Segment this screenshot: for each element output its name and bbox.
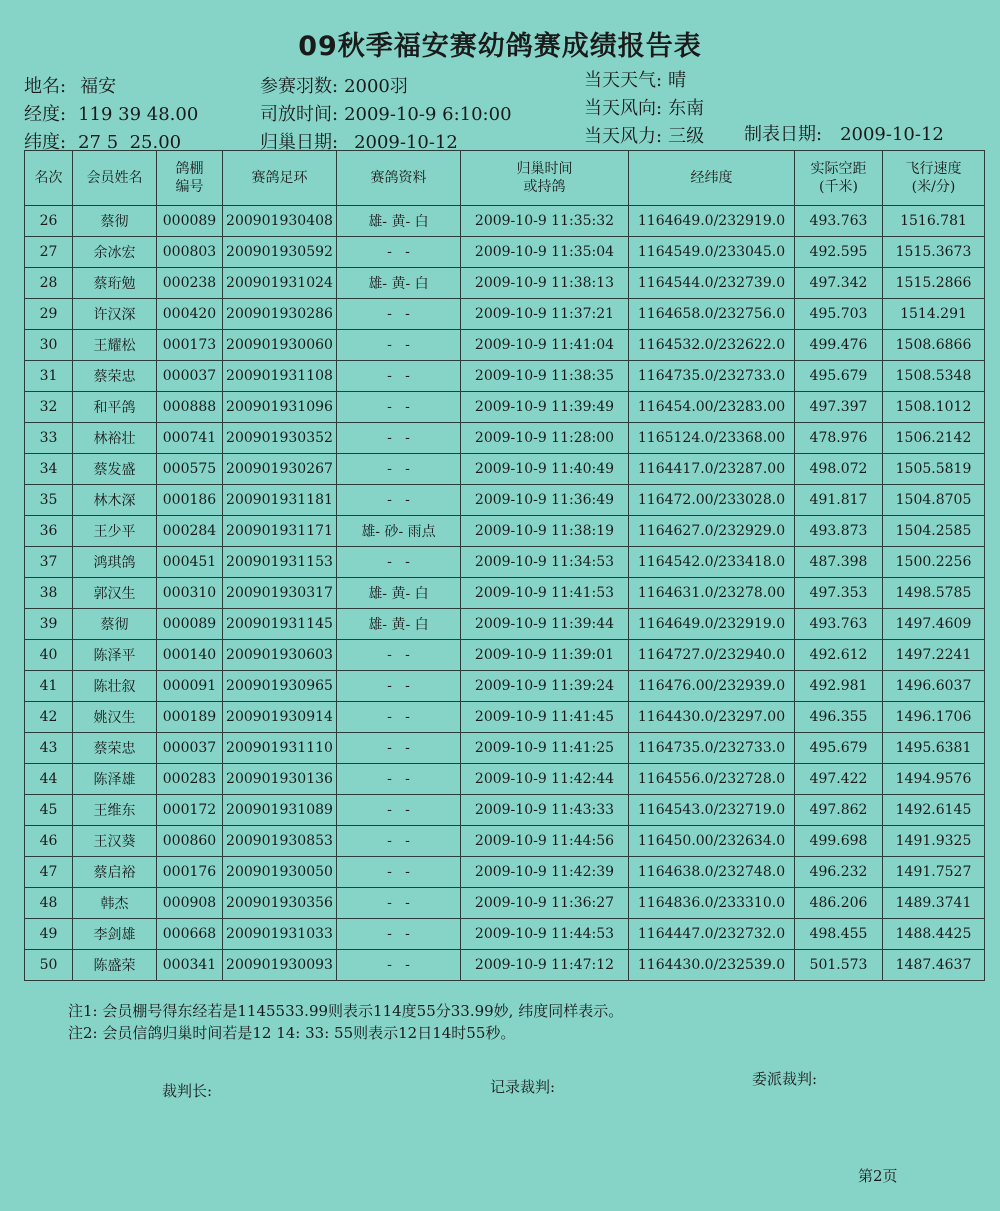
header-rank: 名次 <box>25 151 73 206</box>
member-name-cell: 蔡荣忠 <box>73 361 157 392</box>
distance-cell: 496.355 <box>795 702 883 733</box>
meta-entry-count <box>260 72 408 98</box>
speed-cell: 1494.9576 <box>883 764 985 795</box>
meta-place <box>24 72 116 98</box>
speed-cell: 1496.1706 <box>883 702 985 733</box>
rank-cell: 44 <box>25 764 73 795</box>
arrival-time-cell: 2009-10-9 11:41:45 <box>461 702 629 733</box>
table-row <box>25 268 985 299</box>
table-row <box>25 671 985 702</box>
table-row <box>25 516 985 547</box>
member-name-cell: 蔡彻 <box>73 206 157 237</box>
recording-judge-label: 记录裁判: <box>490 1078 556 1096</box>
entry-count-label: 参赛羽数: <box>260 76 339 97</box>
loft-number-cell: 000908 <box>157 888 223 919</box>
ring-number-cell: 200901930592 <box>223 237 337 268</box>
coordinates-cell: 116476.00/232939.0 <box>629 671 795 702</box>
ring-number-cell: 200901931145 <box>223 609 337 640</box>
pigeon-info-cell: - - <box>337 733 461 764</box>
arrival-time-cell: 2009-10-9 11:47:12 <box>461 950 629 981</box>
header-loft-number: 鸽棚 编号 <box>157 151 223 206</box>
latitude-label: 纬度: <box>24 132 67 153</box>
coordinates-cell: 1164532.0/232622.0 <box>629 330 795 361</box>
coordinates-cell: 1164543.0/232719.0 <box>629 795 795 826</box>
ring-number-cell: 200901930317 <box>223 578 337 609</box>
pigeon-info-cell: 雄- 黄- 白 <box>337 609 461 640</box>
ring-number-cell: 200901930352 <box>223 423 337 454</box>
distance-cell: 493.763 <box>795 609 883 640</box>
delegated-judge-label: 委派裁判: <box>752 1070 818 1088</box>
coordinates-cell: 1164430.0/23297.00 <box>629 702 795 733</box>
speed-cell: 1515.3673 <box>883 237 985 268</box>
arrival-time-cell: 2009-10-9 11:37:21 <box>461 299 629 330</box>
arrival-time-cell: 2009-10-9 11:39:49 <box>461 392 629 423</box>
pigeon-info-cell: 雄- 黄- 白 <box>337 578 461 609</box>
distance-cell: 497.422 <box>795 764 883 795</box>
speed-cell: 1497.2241 <box>883 640 985 671</box>
meta-longitude <box>24 100 198 126</box>
arrival-time-cell: 2009-10-9 11:40:49 <box>461 454 629 485</box>
ring-number-cell: 200901930050 <box>223 857 337 888</box>
member-name-cell: 姚汉生 <box>73 702 157 733</box>
distance-cell: 492.981 <box>795 671 883 702</box>
speed-cell: 1496.6037 <box>883 671 985 702</box>
return-date-label: 归巢日期: <box>260 132 339 153</box>
distance-cell: 497.397 <box>795 392 883 423</box>
ring-number-cell: 200901931153 <box>223 547 337 578</box>
table-row <box>25 361 985 392</box>
ring-number-cell: 200901931181 <box>223 485 337 516</box>
rank-cell: 48 <box>25 888 73 919</box>
coordinates-cell: 1164447.0/232732.0 <box>629 919 795 950</box>
speed-cell: 1504.2585 <box>883 516 985 547</box>
speed-cell: 1497.4609 <box>883 609 985 640</box>
ring-number-cell: 200901930965 <box>223 671 337 702</box>
pigeon-info-cell: - - <box>337 764 461 795</box>
loft-number-cell: 000037 <box>157 733 223 764</box>
distance-cell: 498.072 <box>795 454 883 485</box>
rank-cell: 36 <box>25 516 73 547</box>
longitude-value: 119 39 48.00 <box>78 104 199 125</box>
table-row <box>25 950 985 981</box>
header-pigeon-info: 赛鸽资料 <box>337 151 461 206</box>
place-value: 福安 <box>80 76 117 97</box>
longitude-label: 经度: <box>24 104 67 125</box>
ring-number-cell: 200901930603 <box>223 640 337 671</box>
distance-cell: 495.679 <box>795 733 883 764</box>
meta-weather <box>584 66 686 92</box>
pigeon-info-cell: - - <box>337 671 461 702</box>
coordinates-cell: 1164430.0/232539.0 <box>629 950 795 981</box>
member-name-cell: 陈泽雄 <box>73 764 157 795</box>
table-row <box>25 330 985 361</box>
ring-number-cell: 200901930060 <box>223 330 337 361</box>
pigeon-info-cell: - - <box>337 919 461 950</box>
member-name-cell: 林裕壮 <box>73 423 157 454</box>
pigeon-info-cell: 雄- 黄- 白 <box>337 206 461 237</box>
rank-cell: 27 <box>25 237 73 268</box>
distance-cell: 487.398 <box>795 547 883 578</box>
arrival-time-cell: 2009-10-9 11:35:32 <box>461 206 629 237</box>
table-row <box>25 547 985 578</box>
loft-number-cell: 000186 <box>157 485 223 516</box>
loft-number-cell: 000575 <box>157 454 223 485</box>
loft-number-cell: 000238 <box>157 268 223 299</box>
results-body <box>25 206 985 981</box>
page-title: 09秋季福安赛幼鸽赛成绩报告表 <box>298 31 702 62</box>
speed-cell: 1514.291 <box>883 299 985 330</box>
table-row <box>25 888 985 919</box>
table-row <box>25 392 985 423</box>
speed-cell: 1495.6381 <box>883 733 985 764</box>
coordinates-cell: 116454.00/23283.00 <box>629 392 795 423</box>
arrival-time-cell: 2009-10-9 11:41:53 <box>461 578 629 609</box>
ring-number-cell: 200901931171 <box>223 516 337 547</box>
distance-cell: 495.679 <box>795 361 883 392</box>
weather-value: 晴 <box>668 70 687 91</box>
loft-number-cell: 000089 <box>157 609 223 640</box>
coordinates-cell: 1164549.0/233045.0 <box>629 237 795 268</box>
ring-number-cell: 200901930356 <box>223 888 337 919</box>
arrival-time-cell: 2009-10-9 11:43:33 <box>461 795 629 826</box>
arrival-time-cell: 2009-10-9 11:44:53 <box>461 919 629 950</box>
ring-number-cell: 200901931096 <box>223 392 337 423</box>
rank-cell: 43 <box>25 733 73 764</box>
pigeon-info-cell: - - <box>337 454 461 485</box>
loft-number-cell: 000860 <box>157 826 223 857</box>
pigeon-info-cell: - - <box>337 237 461 268</box>
speed-cell: 1506.2142 <box>883 423 985 454</box>
member-name-cell: 林木深 <box>73 485 157 516</box>
distance-cell: 496.232 <box>795 857 883 888</box>
loft-number-cell: 000451 <box>157 547 223 578</box>
arrival-time-cell: 2009-10-9 11:42:39 <box>461 857 629 888</box>
rank-cell: 40 <box>25 640 73 671</box>
note-2: 注2: 会员信鸽归巢时间若是12 14: 33: 55则表示12日14时55秒。 <box>68 1024 516 1042</box>
coordinates-cell: 1164735.0/232733.0 <box>629 733 795 764</box>
member-name-cell: 陈壮叙 <box>73 671 157 702</box>
speed-cell: 1488.4425 <box>883 919 985 950</box>
page-number: 第2页 <box>858 1167 898 1185</box>
pigeon-info-cell: - - <box>337 485 461 516</box>
pigeon-info-cell: 雄- 黄- 白 <box>337 268 461 299</box>
coordinates-cell: 1164658.0/232756.0 <box>629 299 795 330</box>
distance-cell: 498.455 <box>795 919 883 950</box>
coordinates-cell: 1164544.0/232739.0 <box>629 268 795 299</box>
speed-cell: 1508.5348 <box>883 361 985 392</box>
wind-force-value: 三级 <box>668 126 705 147</box>
coordinates-cell: 1164649.0/232919.0 <box>629 609 795 640</box>
table-row <box>25 640 985 671</box>
meta-wind-force <box>584 122 704 148</box>
latitude-value: 27 5 25.00 <box>78 132 182 153</box>
pigeon-info-cell: - - <box>337 857 461 888</box>
table-header-row <box>25 151 985 206</box>
ring-number-cell: 200901930267 <box>223 454 337 485</box>
pigeon-info-cell: 雄- 砂- 雨点 <box>337 516 461 547</box>
arrival-time-cell: 2009-10-9 11:38:35 <box>461 361 629 392</box>
speed-cell: 1508.1012 <box>883 392 985 423</box>
pigeon-info-cell: - - <box>337 423 461 454</box>
ring-number-cell: 200901931089 <box>223 795 337 826</box>
meta-made-date <box>744 120 944 146</box>
loft-number-cell: 000283 <box>157 764 223 795</box>
distance-cell: 497.342 <box>795 268 883 299</box>
table-row <box>25 857 985 888</box>
loft-number-cell: 000284 <box>157 516 223 547</box>
member-name-cell: 王汉葵 <box>73 826 157 857</box>
pigeon-info-cell: - - <box>337 361 461 392</box>
arrival-time-cell: 2009-10-9 11:41:04 <box>461 330 629 361</box>
distance-cell: 493.763 <box>795 206 883 237</box>
loft-number-cell: 000189 <box>157 702 223 733</box>
member-name-cell: 王耀松 <box>73 330 157 361</box>
distance-cell: 486.206 <box>795 888 883 919</box>
arrival-time-cell: 2009-10-9 11:35:04 <box>461 237 629 268</box>
coordinates-cell: 1164638.0/232748.0 <box>629 857 795 888</box>
member-name-cell: 蔡珩勉 <box>73 268 157 299</box>
table-row <box>25 423 985 454</box>
ring-number-cell: 200901930853 <box>223 826 337 857</box>
member-name-cell: 和平鸽 <box>73 392 157 423</box>
speed-cell: 1504.8705 <box>883 485 985 516</box>
member-name-cell: 李剑雄 <box>73 919 157 950</box>
made-date-label: 制表日期: <box>744 124 823 145</box>
distance-cell: 495.703 <box>795 299 883 330</box>
header-arrival-time: 归巢时间 或持鸽 <box>461 151 629 206</box>
meta-wind-direction <box>584 94 704 120</box>
coordinates-cell: 1164556.0/232728.0 <box>629 764 795 795</box>
speed-cell: 1491.9325 <box>883 826 985 857</box>
loft-number-cell: 000888 <box>157 392 223 423</box>
loft-number-cell: 000173 <box>157 330 223 361</box>
ring-number-cell: 200901930093 <box>223 950 337 981</box>
coordinates-cell: 1164836.0/233310.0 <box>629 888 795 919</box>
loft-number-cell: 000803 <box>157 237 223 268</box>
speed-cell: 1492.6145 <box>883 795 985 826</box>
pigeon-info-cell: - - <box>337 888 461 919</box>
loft-number-cell: 000668 <box>157 919 223 950</box>
rank-cell: 35 <box>25 485 73 516</box>
notes <box>68 1000 623 1044</box>
speed-cell: 1491.7527 <box>883 857 985 888</box>
wind-force-label: 当天风力: <box>584 126 663 147</box>
rank-cell: 47 <box>25 857 73 888</box>
loft-number-cell: 000037 <box>157 361 223 392</box>
table-row <box>25 237 985 268</box>
loft-number-cell: 000341 <box>157 950 223 981</box>
pigeon-info-cell: - - <box>337 702 461 733</box>
arrival-time-cell: 2009-10-9 11:28:00 <box>461 423 629 454</box>
wind-direction-label: 当天风向: <box>584 98 663 119</box>
member-name-cell: 余冰宏 <box>73 237 157 268</box>
loft-number-cell: 000741 <box>157 423 223 454</box>
member-name-cell: 许汉深 <box>73 299 157 330</box>
release-time-label: 司放时间: <box>260 104 339 125</box>
arrival-time-cell: 2009-10-9 11:36:27 <box>461 888 629 919</box>
table-row <box>25 764 985 795</box>
loft-number-cell: 000091 <box>157 671 223 702</box>
header-ring-number: 赛鸽足环 <box>223 151 337 206</box>
distance-cell: 499.476 <box>795 330 883 361</box>
distance-cell: 493.873 <box>795 516 883 547</box>
coordinates-cell: 1164542.0/233418.0 <box>629 547 795 578</box>
pigeon-info-cell: - - <box>337 547 461 578</box>
distance-cell: 491.817 <box>795 485 883 516</box>
entry-count-value: 2000羽 <box>344 76 408 97</box>
rank-cell: 28 <box>25 268 73 299</box>
header-speed: 飞行速度 (米/分) <box>883 151 985 206</box>
speed-cell: 1487.4637 <box>883 950 985 981</box>
speed-cell: 1489.3741 <box>883 888 985 919</box>
table-row <box>25 733 985 764</box>
pigeon-info-cell: - - <box>337 299 461 330</box>
arrival-time-cell: 2009-10-9 11:38:13 <box>461 268 629 299</box>
coordinates-cell: 1165124.0/23368.00 <box>629 423 795 454</box>
header-member-name: 会员姓名 <box>73 151 157 206</box>
coordinates-cell: 1164627.0/232929.0 <box>629 516 795 547</box>
ring-number-cell: 200901931110 <box>223 733 337 764</box>
loft-number-cell: 000140 <box>157 640 223 671</box>
rank-cell: 46 <box>25 826 73 857</box>
chief-judge-label: 裁判长: <box>162 1082 213 1100</box>
ring-number-cell: 200901931024 <box>223 268 337 299</box>
member-name-cell: 王维东 <box>73 795 157 826</box>
ring-number-cell: 200901931033 <box>223 919 337 950</box>
member-name-cell: 陈盛荣 <box>73 950 157 981</box>
distance-cell: 499.698 <box>795 826 883 857</box>
arrival-time-cell: 2009-10-9 11:39:01 <box>461 640 629 671</box>
coordinates-cell: 116472.00/233028.0 <box>629 485 795 516</box>
arrival-time-cell: 2009-10-9 11:44:56 <box>461 826 629 857</box>
rank-cell: 42 <box>25 702 73 733</box>
rank-cell: 26 <box>25 206 73 237</box>
speed-cell: 1498.5785 <box>883 578 985 609</box>
loft-number-cell: 000172 <box>157 795 223 826</box>
loft-number-cell: 000176 <box>157 857 223 888</box>
ring-number-cell: 200901930914 <box>223 702 337 733</box>
member-name-cell: 蔡启裕 <box>73 857 157 888</box>
wind-direction-value: 东南 <box>668 98 705 119</box>
meta-release-time <box>260 100 512 126</box>
rank-cell: 38 <box>25 578 73 609</box>
rank-cell: 37 <box>25 547 73 578</box>
member-name-cell: 蔡发盛 <box>73 454 157 485</box>
loft-number-cell: 000089 <box>157 206 223 237</box>
rank-cell: 41 <box>25 671 73 702</box>
table-row <box>25 299 985 330</box>
rank-cell: 32 <box>25 392 73 423</box>
ring-number-cell: 200901930136 <box>223 764 337 795</box>
place-label: 地名: <box>24 76 67 97</box>
rank-cell: 34 <box>25 454 73 485</box>
speed-cell: 1516.781 <box>883 206 985 237</box>
results-table <box>24 150 985 981</box>
member-name-cell: 陈泽平 <box>73 640 157 671</box>
table-row <box>25 485 985 516</box>
table-row <box>25 206 985 237</box>
member-name-cell: 韩杰 <box>73 888 157 919</box>
coordinates-cell: 116450.00/232634.0 <box>629 826 795 857</box>
rank-cell: 50 <box>25 950 73 981</box>
pigeon-info-cell: - - <box>337 950 461 981</box>
rank-cell: 29 <box>25 299 73 330</box>
made-date-value: 2009-10-12 <box>840 124 944 145</box>
rank-cell: 30 <box>25 330 73 361</box>
member-name-cell: 王少平 <box>73 516 157 547</box>
member-name-cell: 郭汉生 <box>73 578 157 609</box>
arrival-time-cell: 2009-10-9 11:38:19 <box>461 516 629 547</box>
table-row <box>25 578 985 609</box>
coordinates-cell: 1164417.0/23287.00 <box>629 454 795 485</box>
speed-cell: 1508.6866 <box>883 330 985 361</box>
rank-cell: 33 <box>25 423 73 454</box>
release-time-value: 2009-10-9 6:10:00 <box>344 104 512 125</box>
pigeon-info-cell: - - <box>337 640 461 671</box>
return-date-value: 2009-10-12 <box>354 132 458 153</box>
table-row <box>25 826 985 857</box>
arrival-time-cell: 2009-10-9 11:39:24 <box>461 671 629 702</box>
distance-cell: 497.862 <box>795 795 883 826</box>
rank-cell: 39 <box>25 609 73 640</box>
header-coordinates: 经纬度 <box>629 151 795 206</box>
arrival-time-cell: 2009-10-9 11:42:44 <box>461 764 629 795</box>
arrival-time-cell: 2009-10-9 11:41:25 <box>461 733 629 764</box>
rank-cell: 45 <box>25 795 73 826</box>
member-name-cell: 蔡彻 <box>73 609 157 640</box>
table-row <box>25 609 985 640</box>
rank-cell: 31 <box>25 361 73 392</box>
speed-cell: 1500.2256 <box>883 547 985 578</box>
member-name-cell: 蔡荣忠 <box>73 733 157 764</box>
loft-number-cell: 000310 <box>157 578 223 609</box>
coordinates-cell: 1164631.0/23278.00 <box>629 578 795 609</box>
loft-number-cell: 000420 <box>157 299 223 330</box>
distance-cell: 492.612 <box>795 640 883 671</box>
weather-label: 当天天气: <box>584 70 663 91</box>
distance-cell: 501.573 <box>795 950 883 981</box>
arrival-time-cell: 2009-10-9 11:36:49 <box>461 485 629 516</box>
speed-cell: 1505.5819 <box>883 454 985 485</box>
pigeon-info-cell: - - <box>337 795 461 826</box>
rank-cell: 49 <box>25 919 73 950</box>
pigeon-info-cell: - - <box>337 330 461 361</box>
ring-number-cell: 200901930408 <box>223 206 337 237</box>
speed-cell: 1515.2866 <box>883 268 985 299</box>
arrival-time-cell: 2009-10-9 11:34:53 <box>461 547 629 578</box>
pigeon-info-cell: - - <box>337 392 461 423</box>
pigeon-info-cell: - - <box>337 826 461 857</box>
distance-cell: 497.353 <box>795 578 883 609</box>
table-row <box>25 454 985 485</box>
distance-cell: 492.595 <box>795 237 883 268</box>
distance-cell: 478.976 <box>795 423 883 454</box>
table-row <box>25 702 985 733</box>
ring-number-cell: 200901930286 <box>223 299 337 330</box>
coordinates-cell: 1164649.0/232919.0 <box>629 206 795 237</box>
arrival-time-cell: 2009-10-9 11:39:44 <box>461 609 629 640</box>
member-name-cell: 鸿琪鸽 <box>73 547 157 578</box>
coordinates-cell: 1164735.0/232733.0 <box>629 361 795 392</box>
header-distance: 实际空距 (千米) <box>795 151 883 206</box>
note-1: 注1: 会员棚号得东经若是1145533.99则表示114度55分33.99妙, 纬度同样表示。 <box>68 1002 624 1020</box>
ring-number-cell: 200901931108 <box>223 361 337 392</box>
table-row <box>25 919 985 950</box>
coordinates-cell: 1164727.0/232940.0 <box>629 640 795 671</box>
table-row <box>25 795 985 826</box>
